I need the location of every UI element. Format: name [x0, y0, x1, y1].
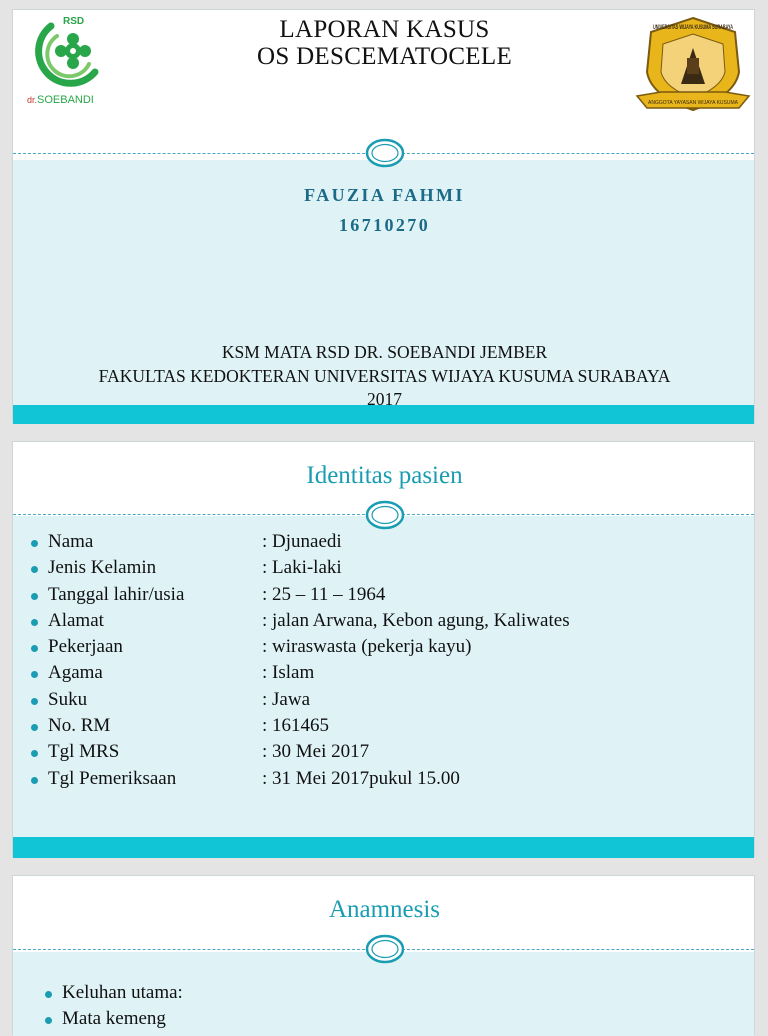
field-label: No. RM: [48, 715, 111, 737]
identity-bottom-bar: [13, 837, 754, 858]
title-slide: [12, 9, 755, 423]
field-label: Jenis Kelamin: [48, 557, 157, 579]
rsd-logo-prefix: dr.: [27, 95, 38, 105]
field-label: Pekerjaan: [48, 636, 123, 658]
field-value: : Jawa: [262, 688, 311, 710]
identity-slide: [12, 441, 755, 857]
uwks-logo: [635, 14, 751, 118]
divider-ring-icon: [365, 499, 405, 531]
slide-heading: Anamnesis: [328, 896, 441, 923]
field-value: : 30 Mei 2017: [262, 741, 370, 763]
field-label: Suku: [48, 688, 88, 710]
field-label: Alamat: [48, 609, 104, 631]
bullet-icon: [31, 540, 38, 547]
uwks-ring-text: UNIVERSITAS WIJAYA KUSUMA SURABAYA: [653, 25, 734, 31]
rsd-logo-bottom-text: [27, 94, 94, 106]
bullet-icon: [31, 619, 38, 626]
institution-line-2: FAKULTAS KEDOKTERAN UNIVERSITAS WIJAYA KUSUMA SURABAYA: [98, 365, 671, 386]
rsd-logo-top-text: RSD: [63, 16, 85, 27]
divider-ring-icon: [365, 933, 405, 965]
field-value: : Djunaedi: [262, 531, 342, 552]
field-value: : jalan Arwana, Kebon agung, Kaliwates: [262, 609, 570, 631]
rsd-soebandi-logo: [23, 14, 118, 110]
title-line-1: LAPORAN KASUS: [279, 16, 490, 43]
field-label: Tgl MRS: [48, 741, 120, 763]
title-line-2: OS DESCEMATOCELE: [256, 43, 513, 70]
bullet-icon: [45, 991, 52, 998]
institution-year: 2017: [367, 389, 402, 409]
page-title: [113, 16, 656, 70]
anamnesis-slide: [12, 875, 755, 1035]
field-label: Tanggal lahir/usia: [48, 583, 185, 605]
uwks-ribbon-text: ANGGOTA YAYASAN WIJAYA KUSUMA: [648, 100, 738, 106]
uwks-shield-icon: [635, 14, 751, 118]
field-value: : wiraswasta (pekerja kayu): [262, 636, 472, 658]
item-text: Keluhan utama:: [62, 982, 183, 1003]
field-value: : 31 Mei 2017pukul 15.00: [262, 767, 460, 789]
bullet-icon: [31, 777, 38, 784]
field-value: : Laki-laki: [262, 557, 342, 579]
field-value: : Islam: [262, 662, 315, 684]
bullet-icon: [31, 698, 38, 705]
author-block: [13, 180, 756, 240]
field-value: : 25 – 11 – 1964: [262, 583, 386, 605]
field-value: : 161465: [262, 715, 330, 737]
field-label: Agama: [48, 662, 103, 684]
field-label: Tgl Pemeriksaan: [48, 767, 177, 789]
field-label: Nama: [48, 531, 94, 552]
institution-block: [13, 341, 756, 412]
item-text: Mata kemeng: [62, 1008, 166, 1030]
institution-line-1: KSM MATA RSD DR. SOEBANDI JEMBER: [221, 342, 548, 362]
rsd-logo-main: SOEBANDI: [37, 94, 94, 106]
bullet-icon: [31, 593, 38, 600]
author-name: FAUZIA FAHMI: [304, 185, 465, 205]
divider-ring-icon: [365, 137, 405, 169]
author-id: 16710270: [338, 215, 431, 235]
slide-heading: Identitas pasien: [306, 462, 463, 489]
